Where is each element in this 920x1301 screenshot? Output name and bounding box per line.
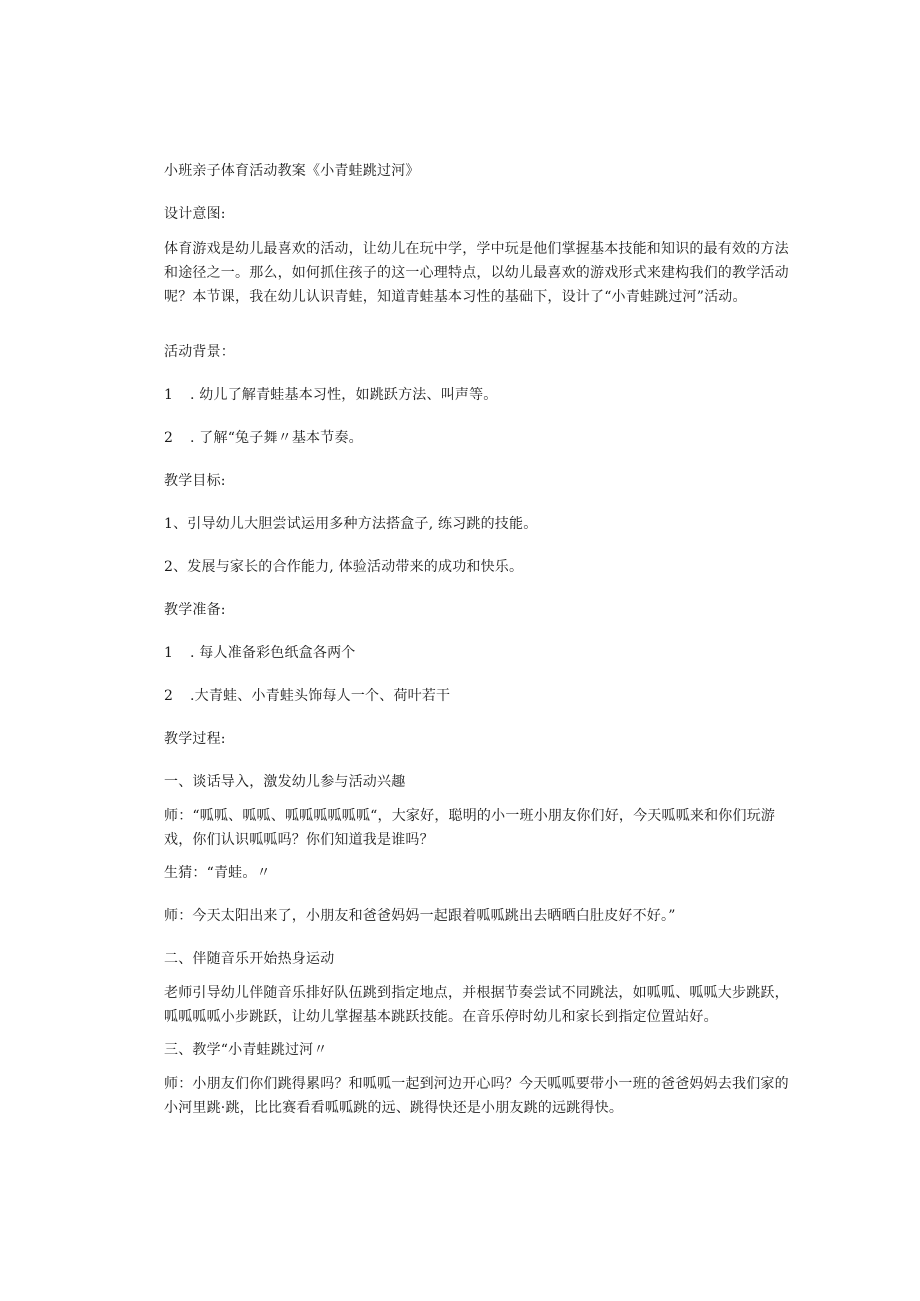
design-text: 体育游戏是幼儿最喜欢的活动，让幼儿在玩中学，学中玩是他们掌握基本技能和知识的最有效的方法和途径之一。那么，如何抓住孩子的这一心理特点，以幼儿最喜欢的游戏形式来建构我们的教学活动呢？本节课，我在幼儿认识青蛙，知道青蛙基本习性的基础下，设计了“小青蛙跳过河”活动。 <box>164 241 789 305</box>
prep-item-1-text: . 每人准备彩色纸盒各两个 <box>190 645 356 661</box>
prep-item-2 <box>164 689 450 703</box>
background-item-1 <box>164 388 498 402</box>
background-item-1-num: 1 <box>164 387 174 403</box>
background-item-2-num: 2 <box>164 430 174 446</box>
section-3-heading: 三、教学“小青蛙跳过河〃 <box>164 1042 328 1058</box>
goals-heading: 教学目标: <box>164 473 226 489</box>
prep-item-2-num: 2 <box>164 688 174 704</box>
prep-item-1 <box>164 646 356 660</box>
background-item-1-text: . 幼儿了解青蛙基本习性，如跳跃方法、叫声等。 <box>190 387 498 403</box>
prep-heading: 教学准备: <box>164 602 226 618</box>
student-guess: 生猜：“青蛙。〃 <box>164 865 271 881</box>
goals-item-1: 1、引导幼儿大胆尝试运用多种方法搭盒子, 练习跳的技能。 <box>164 516 538 532</box>
background-heading: 活动背景： <box>164 344 235 360</box>
teacher-paragraph-2: 师：今天太阳出来了，小朋友和爸爸妈妈一起跟着呱呱跳出去晒晒白肚皮好不好。” <box>164 908 676 924</box>
section-1-heading: 一、谈话导入，激发幼儿参与活动兴趣 <box>164 774 406 790</box>
warmup-paragraph: 老师引导幼儿伴随音乐排好队伍跳到指定地点，并根据节奏尝试不同跳法，如呱呱、呱呱大步跳跃，呱呱呱呱小步跳跃，让幼儿掌握基本跳跃技能。在音乐停时幼儿和家长到指定位置站好。 <box>164 985 789 1025</box>
prep-item-1-num: 1 <box>164 645 174 661</box>
prep-item-2-text: .大青蛙、小青蛙头饰每人一个、荷叶若干 <box>190 688 451 704</box>
goals-item-2: 2、发展与家长的合作能力, 体验活动带来的成功和快乐。 <box>164 559 524 575</box>
design-paragraph <box>164 237 792 309</box>
background-item-2-text: . 了解“兔子舞〃基本节奏。 <box>190 430 363 446</box>
teacher-paragraph-3: 师：小朋友们你们跳得累吗？和呱呱一起到河边开心吗？今天呱呱要带小一班的爸爸妈妈去我们家的小河里跳·跳，比比赛看看呱呱跳的远、跳得快还是小朋友跳的远跳得快。 <box>164 1076 789 1116</box>
document-title: 小班亲子体育活动教案《小青蛙跳过河》 <box>164 163 420 179</box>
teacher-paragraph-1: 师：“呱呱、呱呱、呱呱呱呱呱呱“，大家好，聪明的小一班小朋友你们好，今天呱呱来和你们玩游戏，你们认识呱呱吗？你们知道我是谁吗？ <box>164 808 776 848</box>
background-item-2 <box>164 431 363 445</box>
section-2-heading: 二、伴随音乐开始热身运动 <box>164 951 335 967</box>
design-heading: 设计意图: <box>164 206 226 222</box>
process-heading: 教学过程: <box>164 731 226 747</box>
